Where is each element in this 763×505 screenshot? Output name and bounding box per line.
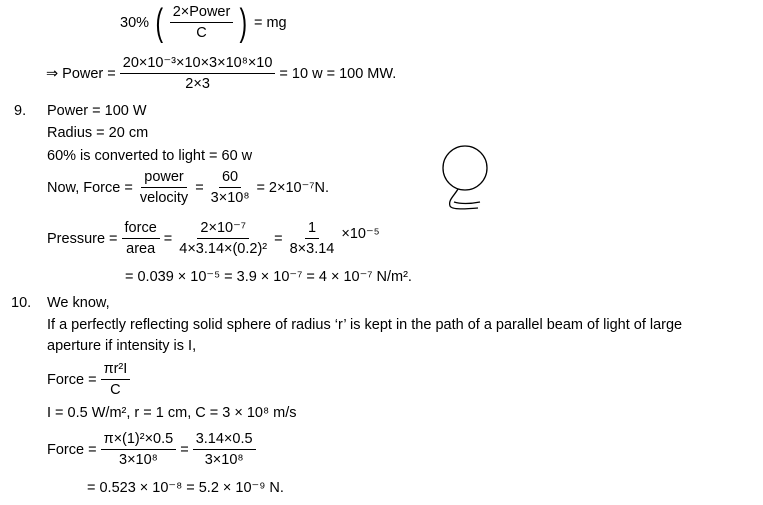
- eq-force-calc: [47, 432, 260, 468]
- eq-pressure: [47, 221, 384, 257]
- right-paren: ): [239, 2, 248, 44]
- radius-20cm: Radius = 20 cm: [47, 125, 149, 141]
- fraction-pi-over-3e8: $\frac{\text{π×(1)²×0.5}}{\text{3×10⁸}}$: [101, 432, 177, 468]
- pressure-result: = 0.039 × 10⁻⁵ = 3.9 × 10⁻⁷ = 4 × 10⁻⁷ N/m².: [125, 269, 412, 285]
- force-result: = 2×10⁻⁷N.: [256, 179, 329, 196]
- eq-force: [47, 170, 333, 206]
- sphere-statement-line1: If a perfectly reflecting solid sphere of radius ‘r’ is kept in the path of a parallel beam of light of large: [47, 317, 683, 333]
- times-1e-5: ×10⁻⁵: [341, 225, 380, 242]
- equals-mg: = mg: [253, 14, 287, 31]
- pressure-label: Pressure =: [47, 230, 118, 247]
- sixty-percent-light: 60% is converted to light = 60 w: [47, 148, 253, 164]
- fraction-pir2i-over-c: $\frac{\text{πr²I}}{C}$: [101, 362, 131, 398]
- fraction-2e-7-over-area: $\frac{\text{2×10⁻⁷}}{\text{4×3.14×(0.2)²}}$: [179, 220, 268, 258]
- eq-force-formula: [47, 362, 134, 398]
- item-number-9: 9.: [14, 103, 27, 119]
- eq-30pct-power-mg: [120, 4, 291, 42]
- fraction-1-over-8x3p14: $\frac{1}{8\times 3.14}$: [289, 220, 335, 258]
- force-label: Now, Force =: [47, 179, 133, 196]
- fraction-power-over-velocity: $\frac{\text{power}}{\text{velocity}}$: [139, 169, 189, 207]
- given-values: I = 0.5 W/m², r = 1 cm, C = 3 × 10⁸ m/s: [47, 405, 297, 421]
- left-paren: (: [155, 2, 164, 44]
- equals-sign: =: [163, 230, 173, 247]
- equals-sign: =: [195, 179, 204, 196]
- implies-arrow: ⇒: [46, 65, 59, 82]
- sphere-circle: [443, 146, 487, 190]
- sphere-statement-line2: aperture if intensity is I,: [47, 338, 197, 354]
- eq-power-result: [46, 56, 400, 92]
- force-label-2: Force =: [47, 371, 97, 388]
- fraction-force-over-area: $\frac{\text{force}}{\text{area}}$: [122, 221, 160, 257]
- we-know: We know,: [47, 295, 110, 311]
- percent-30: 30%: [120, 14, 150, 31]
- force-final-result: = 0.523 × 10⁻⁸ = 5.2 × 10⁻⁹ N.: [87, 480, 284, 496]
- equals-sign: =: [180, 441, 189, 458]
- power-100w: Power = 100 W: [47, 103, 147, 119]
- fraction-60-over-3e8: $\frac{60}{\text{3×10⁸}}$: [210, 169, 250, 207]
- force-label-3: Force =: [47, 441, 97, 458]
- fraction-2power-over-c: $\frac{\text{2×Power}}{C}$: [170, 5, 234, 41]
- sphere-figure: [436, 138, 494, 218]
- item-number-10: 10.: [11, 295, 32, 311]
- equals-sign: =: [274, 230, 283, 247]
- fraction-power: $\frac{\text{20×10⁻³×10×3×10⁸×10}}{2\times 3}$: [120, 56, 276, 92]
- power-result: = 10 w = 100 MW.: [279, 65, 397, 82]
- fraction-3p14-over-3e8: $\frac{3.14\times 0.5}{\text{3×10⁸}}$: [193, 432, 256, 468]
- sphere-stand: [450, 189, 480, 209]
- power-label: Power =: [62, 65, 116, 82]
